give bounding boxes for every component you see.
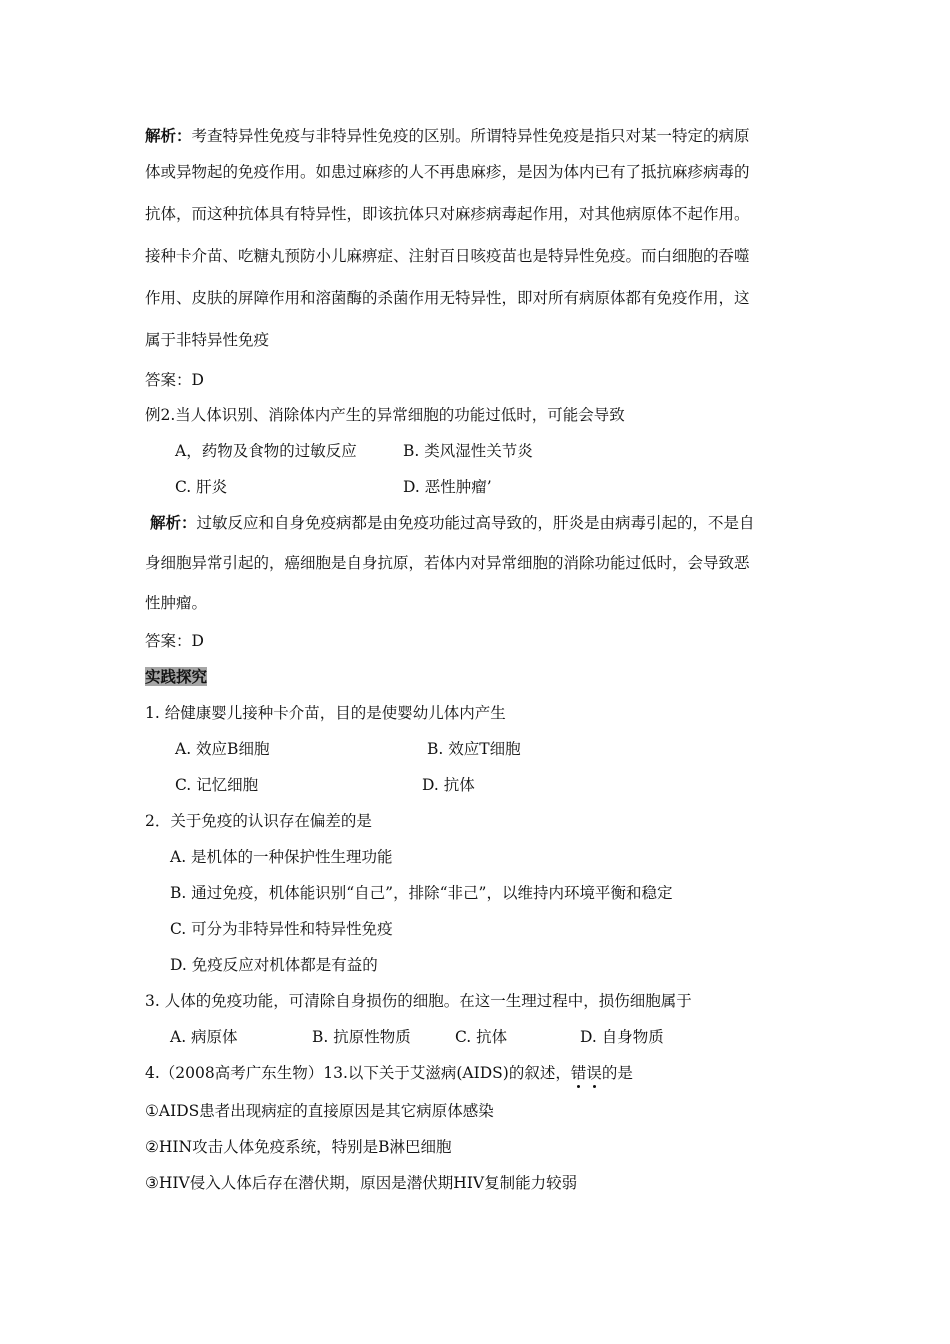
q2-option-d: D. 免疫反应对机体都是有益的 [170,956,378,974]
analysis2-text-1: 过敏反应和自身免疫病都是由免疫功能过高导致的，肝炎是由病毒引起的，不是自 [196,514,755,532]
q3-option-c: C. 抗体 [455,1028,508,1046]
example2-question: 例2.当人体识别、消除体内产生的异常细胞的功能过低时，可能会导致 [145,406,625,424]
q1-option-a: A. 效应B细胞 [175,740,270,758]
q2-option-c: C. 可分为非特异性和特异性免疫 [170,920,393,938]
q3-question: 3. 人体的免疫功能，可清除自身损伤的细胞。在这一生理过程中，损伤细胞属于 [145,992,692,1010]
analysis1-text-1: 考查特异性免疫与非特异性免疫的区别。所谓特异性免疫是指只对某一特定的病原 [191,127,750,145]
analysis1-line-1 [145,126,750,146]
section-title-text: 实践探究 [145,667,208,686]
analysis1-line-4: 接种卡介苗、吃糖丸预防小儿麻痹症、注射百日咳疫苗也是特异性免疫。而白细胞的吞噬 [145,247,750,265]
analysis1-line-2: 体或异物起的免疫作用。如患过麻疹的人不再患麻疹，是因为体内已有了抵抗麻疹病毒的 [145,163,750,181]
q4-question-prefix: 4.（2008高考广东生物）13.以下关于艾滋病(AIDS)的叙述， [145,1064,571,1082]
q2-option-b: B. 通过免疫，机体能识别“自己”，排除“非己”，以维持内环境平衡和稳定 [170,884,673,902]
answer1: 答案：D [145,371,204,389]
analysis1-line-5: 作用、皮肤的屏障作用和溶菌酶的杀菌作用无特异性，即对所有病原体都有免疫作用，这 [145,289,750,307]
analysis1-line-3: 抗体，而这种抗体具有特异性，即该抗体只对麻疹病毒起作用，对其他病原体不起作用。 [145,205,750,223]
q1-option-d: D. 抗体 [422,776,475,794]
q4-item-3: ③HIV侵入人体后存在潜伏期，原因是潜伏期HIV复制能力较弱 [145,1174,578,1192]
q1-option-c: C. 记忆细胞 [175,776,259,794]
q4-question [145,1063,633,1083]
q4-emphasis-2: 误 [586,1064,602,1082]
analysis1-label: 解析： [145,126,192,145]
example2-option-d: D. 恶性肿瘤’ [403,478,492,496]
analysis2-line-3: 性肿瘤。 [145,594,208,612]
q3-option-a: A. 病原体 [170,1028,238,1046]
analysis2-label: 解析： [150,513,197,532]
example2-option-a: A，药物及食物的过敏反应 [175,442,357,460]
q1-option-b: B. 效应T细胞 [427,740,521,758]
q3-option-d: D. 自身物质 [580,1028,664,1046]
q2-question: 2．关于免疫的认识存在偏差的是 [145,812,372,830]
section-title [145,667,207,687]
q4-question-suffix: 的是 [601,1064,633,1082]
answer2: 答案：D [145,632,204,650]
q2-option-a: A. 是机体的一种保护性生理功能 [170,848,393,866]
analysis1-line-6: 属于非特异性免疫 [145,331,270,349]
example2-option-c: C. 肝炎 [175,478,228,496]
example2-option-b: B. 类风湿性关节炎 [403,442,533,460]
analysis2-line-2: 身细胞异常引起的，癌细胞是自身抗原，若体内对异常细胞的消除功能过低时，会导致恶 [145,554,750,572]
q3-option-b: B. 抗原性物质 [312,1028,411,1046]
analysis2-line-1 [150,513,755,533]
q4-item-2: ②HIN攻击人体免疫系统，特别是B淋巴细胞 [145,1138,452,1156]
q1-question: 1. 给健康婴儿接种卡介苗，目的是使婴幼儿体内产生 [145,704,506,722]
q4-item-1: ①AIDS患者出现病症的直接原因是其它病原体感染 [145,1102,494,1120]
q4-emphasis-1: 错 [570,1064,587,1082]
